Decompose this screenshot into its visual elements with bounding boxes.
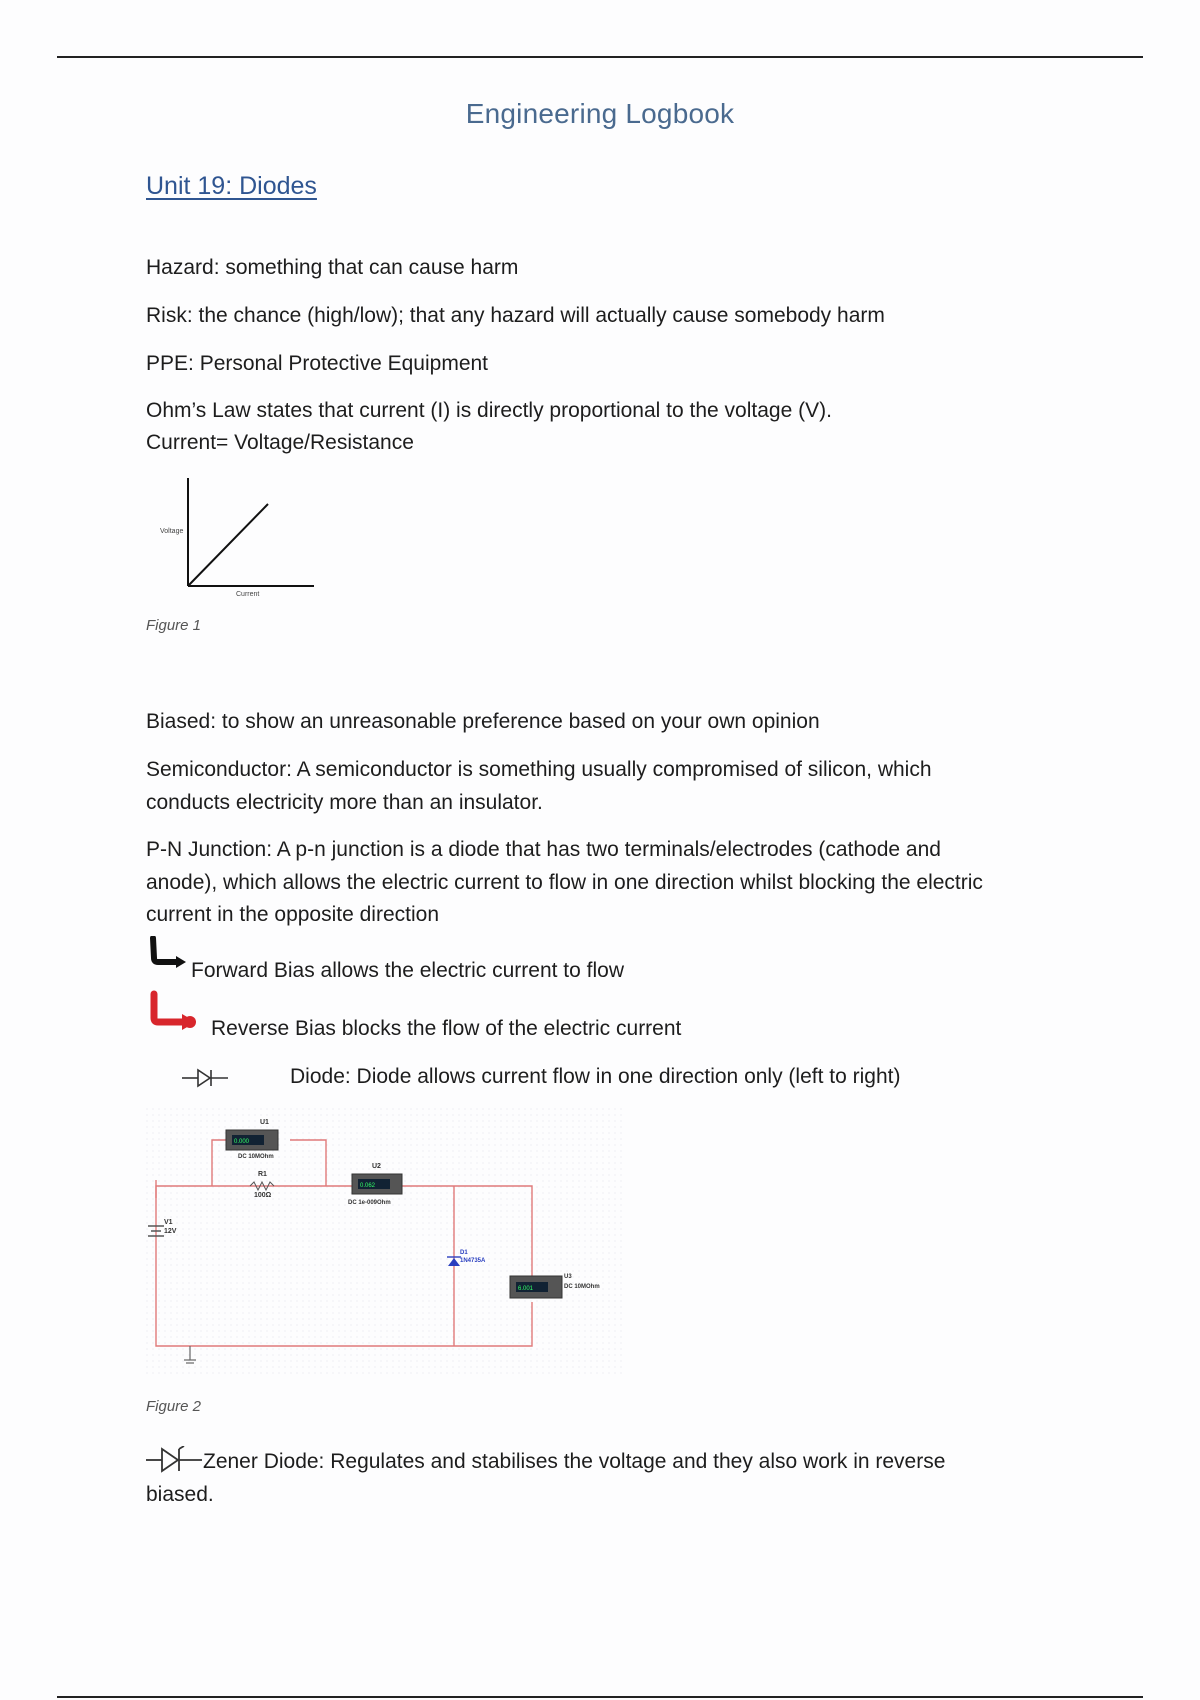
semiconductor-line-2: conducts electricity more than an insulator. xyxy=(146,791,543,814)
forward-bias-icon xyxy=(148,936,190,972)
diode-text: Diode: Diode allows current flow in one direction only (left to right) xyxy=(290,1065,901,1088)
zener-line-1: Zener Diode: Regulates and stabilises the voltage and they also work in reverse xyxy=(203,1450,946,1473)
semiconductor-line-1: Semiconductor: A semiconductor is something usually compromised of silicon, which xyxy=(146,758,932,781)
pn-junction-line-1: P-N Junction: A p-n junction is a diode that has two terminals/electrodes (cathode and xyxy=(146,838,941,861)
zener-diode-icon xyxy=(146,1446,204,1474)
y-axis-label: Voltage xyxy=(160,528,184,535)
figure-1-caption: Figure 1 xyxy=(146,617,202,634)
d1-label: D1 xyxy=(460,1250,468,1256)
v1-label: V1 xyxy=(164,1219,173,1226)
grid-background xyxy=(146,1108,624,1378)
reverse-bias-icon xyxy=(148,990,204,1030)
proportional-line xyxy=(188,504,268,586)
u3-mode: DC 10MOhm xyxy=(564,1284,600,1290)
footer-rule xyxy=(57,1696,1143,1698)
u1-value: 0.000 xyxy=(234,1139,250,1145)
u2-mode: DC 1e-009Ohm xyxy=(348,1200,391,1206)
u2-label: U2 xyxy=(372,1163,381,1170)
u2-value: 0.062 xyxy=(360,1183,376,1189)
reverse-bias-text: Reverse Bias blocks the flow of the electric current xyxy=(211,1017,682,1040)
figure-2-circuit xyxy=(146,1108,626,1380)
u3-value: 6.001 xyxy=(518,1286,534,1292)
figure-1-graph xyxy=(156,474,326,604)
header-rule xyxy=(57,56,1143,58)
r1-value: 100Ω xyxy=(254,1192,272,1199)
d1-value: 1N4735A xyxy=(460,1258,486,1264)
v1-value: 12V xyxy=(164,1228,177,1235)
ohms-law-line-2: Current= Voltage/Resistance xyxy=(146,431,414,454)
ppe-definition: PPE: Personal Protective Equipment xyxy=(146,352,489,375)
pn-junction-line-2: anode), which allows the electric current to flow in one direction whilst blocking the electric xyxy=(146,871,983,894)
risk-definition: Risk: the chance (high/low); that any hazard will actually cause somebody harm xyxy=(146,304,885,327)
u1-mode: DC 10MOhm xyxy=(238,1154,274,1160)
pn-junction-line-3: current in the opposite direction xyxy=(146,903,440,926)
r1-label: R1 xyxy=(258,1171,267,1178)
diode-symbol-icon xyxy=(180,1066,232,1090)
biased-definition: Biased: to show an unreasonable preference based on your own opinion xyxy=(146,710,820,733)
forward-bias-text: Forward Bias allows the electric current to flow xyxy=(191,959,624,982)
x-axis-label: Current xyxy=(236,591,260,598)
figure-2-caption: Figure 2 xyxy=(146,1398,202,1415)
zener-line-2: biased. xyxy=(146,1483,214,1506)
unit-heading: Unit 19: Diodes xyxy=(146,172,317,200)
u1-label: U1 xyxy=(260,1119,269,1126)
u3-label: U3 xyxy=(564,1274,572,1280)
ohms-law-line-1: Ohm’s Law states that current (I) is directly proportional to the voltage (V). xyxy=(146,399,832,422)
hazard-definition: Hazard: something that can cause harm xyxy=(146,256,519,279)
page-title: Engineering Logbook xyxy=(465,98,735,129)
